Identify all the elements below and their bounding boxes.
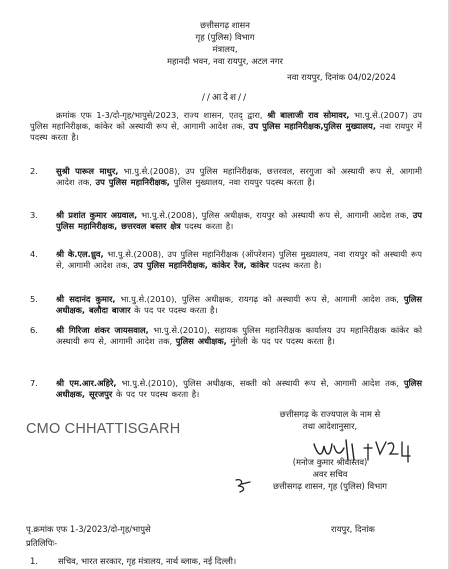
copy-text: सचिव, भारत सरकार, गृह मंत्रालय, नार्थ ब्लाक, नई दिल्ली। [58,556,237,566]
handwritten-signature-icon [310,434,430,468]
order-date: नवा रायपुर, दिनांक 04/02/2024 [287,72,396,82]
order-paragraph [30,294,422,316]
para-text: नवा रायपुर में पदस्थ करता है। [30,121,422,142]
new-posting: पुलिस अधीक्षक, बलौदा बाजार [56,294,422,315]
header-government: छत्तीसगढ़ शासन [200,20,250,30]
copy-to-label: प्रतिलिपिः- [26,538,58,548]
order-paragraph [30,249,422,271]
new-posting: पुलिस अधीक्षक, सूरजपुर [56,378,423,399]
paragraph-number: 5. [30,294,38,304]
officer-name: श्री बालाजी राव सोमावर, [267,110,350,120]
authority-line: छत्तीसगढ़ के राज्यपाल के नाम से [279,409,381,419]
new-posting: पुलिस अधीक्षक, [175,336,227,346]
header-address: महानदी भवन, नवा रायपुर, अटल नगर [167,56,283,66]
officer-name: श्री के.एल.ध्रुव, [56,249,104,259]
order-paragraph [30,110,422,143]
letterhead [0,19,450,67]
para-text: पदस्थ करता है। [180,221,234,231]
watermark-text: CMO CHHATTISGARH [26,421,181,437]
paragraph-number: 6. [30,325,38,335]
officer-name: श्री सदानंद कुमार, [56,294,116,304]
para-text: पदस्थ करता है। [268,260,322,270]
paragraph-number: 4. [30,249,38,259]
signatory-designation: अवर सचिव [312,469,348,479]
endorsement-reference: पृ.क्रमांक एफ 1-3/2023/दो-गृह/भापुसे [26,524,151,534]
para-text: के पद पर पदस्थ करता है। [112,389,200,399]
new-posting: उप पुलिस महानिरीक्षक,पुलिस मुख्यालय, [248,121,376,131]
para-text: भा.पु.से.(2010), पुलिस अधीक्षक, सक्ती को अस्थायी रूप से, आगामी आदेश तक, [116,378,404,388]
para-text: मुंगेली के पद पर पदस्थ करता है। [226,336,335,346]
paragraph-number: 2. [30,166,38,176]
order-title: //आदेश// [201,93,249,103]
order-paragraph [30,378,422,400]
officer-name: सुश्री पारूल माथुर, [56,166,119,176]
paragraph-number: 7. [30,378,38,388]
para-text: पुलिस मुख्यालय, नवा रायपुर पदस्थ करता है। [169,177,315,187]
officer-name: श्री एम.आर.अहिरे, [56,378,117,388]
para-text: भा.पु.से.(2008), पुलिस अधीक्षक, रायपुर को अस्थायी रूप से, आगामी आदेश तक, [137,210,413,220]
initial-mark-icon [232,476,254,494]
officer-name: श्री गिरिजा शंकर जायसवाल, [56,325,149,335]
new-posting: उप पुलिस महानिरीक्षक, कांकेर रेंज, कांकेर [133,260,269,270]
copy-number: 1. [30,556,38,566]
para-text: क्रमांक एफ 1-3/दो-गृह/भापुसे/2023, राज्य शासन, एतद् द्वारा, [56,110,268,120]
new-posting: उप पुलिस महानिरीक्षक, छत्तरवल बस्तर क्षेत्र [56,210,423,231]
header-department: गृह (पुलिस) विभाग [195,32,255,42]
order-paragraph [30,210,422,232]
para-text: भा.पु.से.(2010), सहायक पुलिस महानिरीक्षक कार्यालय उप महानिरीक्षक कांकेर को अस्थायी रूप से, आगामी आदेश तक, [56,325,423,346]
endorsement-place-date: रायपुर, दिनांक [331,524,375,534]
officer-name: श्री प्रशांत कुमार अग्रवाल, [56,210,138,220]
header-ministry: मंत्रालय, [212,44,238,54]
authority-line-2: तथा आदेशानुसार, [302,421,358,431]
para-text: भा.पु.से.(2010), पुलिस अधीक्षक, रायगढ़ को अस्थायी रूप से, आगामी आदेश तक, [115,294,404,304]
signatory-name: (मनोज कुमार श्रीवास्तव) [292,457,368,467]
para-text: भा.पु.से.(2007) उप पुलिस महानिरीक्षक, कांकेर को अस्थायी रूप से, आगामी आदेश तक, [30,110,422,131]
order-paragraph [30,325,422,347]
new-posting: उप पुलिस महानिरीक्षक, [95,177,170,187]
para-text: भा.पु.से.(2008), उप पुलिस महानिरीक्षक, छत्तरवल, सरगुजा को अस्थायी रूप से, आगामी आदेश तक, [56,166,422,187]
para-text: भा.पु.से.(2008), उप पुलिस महानिरीक्षक (ऑपरेशन) पुलिस मुख्यालय, नवा रायपुर को अस्थायी रूप से, आगामी आदेश तक, [56,249,422,270]
order-paragraph [30,166,422,188]
paragraph-number: 3. [30,210,38,220]
signatory-department: छत्तीसगढ़ शासन, गृह (पुलिस) विभाग [273,481,387,491]
para-text: के पद पर पदस्थ करता है। [130,305,218,315]
copy-recipient [30,556,236,567]
